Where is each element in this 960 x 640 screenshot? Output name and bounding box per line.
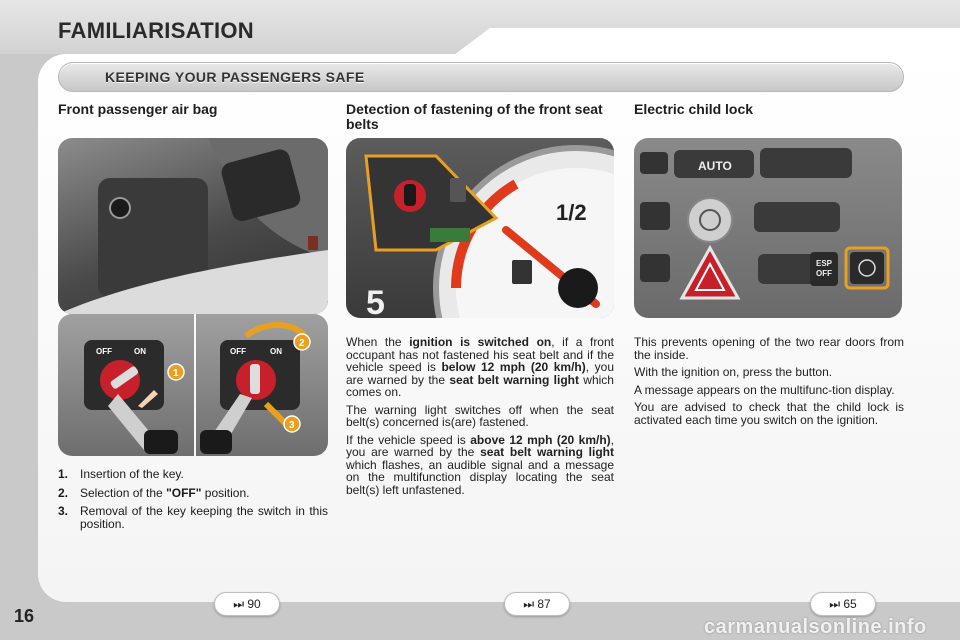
text-part: which comes on. bbox=[346, 372, 614, 399]
watermark: carmanualsonline.info bbox=[704, 616, 927, 638]
speed-five-label: 5 bbox=[366, 284, 385, 318]
childlock-paragraph-1: This prevents opening of the two rear doors from the inside. bbox=[634, 335, 904, 362]
text-part: When the bbox=[346, 335, 410, 349]
dashboard-side-illustration bbox=[58, 138, 328, 314]
callout-3: 3 bbox=[289, 420, 295, 431]
fuel-half-label: 1/2 bbox=[556, 200, 587, 225]
instrument-panel-photo bbox=[346, 138, 614, 318]
text-part: If the vehicle speed is bbox=[346, 432, 471, 447]
callout-1: 1 bbox=[173, 368, 179, 379]
text-part: which flashes, an audible signal and a message on the multifunction display locating the seat belt(s) left unfastened. bbox=[346, 457, 614, 497]
step-text bbox=[80, 505, 328, 530]
switch-on-label-1: ON bbox=[134, 347, 146, 356]
airbag-switch-photo-2 bbox=[196, 314, 328, 456]
airbag-steps bbox=[58, 468, 328, 536]
text-part: , you are warned by the bbox=[346, 432, 615, 459]
callout-2: 2 bbox=[299, 338, 305, 349]
text-bold: seat belt warning light bbox=[449, 372, 579, 387]
instrument-panel-illustration bbox=[346, 138, 614, 318]
step-number: 3. bbox=[58, 504, 69, 518]
list-item bbox=[58, 505, 328, 530]
switch-off-label-1: OFF bbox=[96, 347, 112, 356]
seatbelt-heading: Detection of fastening of the front seat belts bbox=[346, 101, 603, 132]
text-bold: ignition is switched on bbox=[409, 335, 552, 349]
text-bold: below 12 mph (20 km/h) bbox=[441, 360, 586, 374]
step-number: 1. bbox=[58, 467, 69, 481]
section-banner bbox=[58, 62, 904, 92]
text-bold: above 12 mph (20 km/h) bbox=[470, 432, 611, 447]
childlock-paragraph-3: A message appears on the multifunc-tion display. bbox=[634, 382, 895, 397]
airbag-heading: Front passenger air bag bbox=[58, 101, 218, 117]
text-bold: seat belt warning light bbox=[480, 445, 615, 459]
esp-label-bottom: OFF bbox=[816, 269, 832, 278]
step-text bbox=[80, 487, 328, 500]
childlock-page-ref-link[interactable]: ⏭ 65 bbox=[810, 592, 876, 616]
seatbelt-paragraph-2: The warning light switches off when the seat belt(s) concerned is(are) fastened. bbox=[346, 402, 614, 429]
airbag-switch-illustration-2 bbox=[196, 314, 328, 456]
seatbelt-paragraph-3 bbox=[346, 434, 614, 497]
control-panel-photo bbox=[634, 138, 902, 318]
airbag-page-ref-link[interactable]: ⏭ 90 bbox=[214, 592, 280, 616]
step-text-part: Removal of the key keeping the switch in this position. bbox=[80, 504, 328, 531]
step-text bbox=[80, 468, 328, 481]
airbag-switch-illustration-1 bbox=[58, 314, 194, 456]
seatbelt-page-ref-link[interactable]: ⏭ 87 bbox=[504, 592, 570, 616]
switch-off-label-2: OFF bbox=[230, 347, 246, 356]
airbag-switch-photo-1 bbox=[58, 314, 194, 456]
childlock-heading: Electric child lock bbox=[634, 101, 754, 117]
page-title: FAMILIARISATION bbox=[58, 18, 254, 43]
esp-label-top: ESP bbox=[816, 259, 833, 268]
childlock-paragraph-4: You are advised to check that the child lock is activated each time you switch on the ignition. bbox=[634, 400, 904, 427]
list-item bbox=[58, 487, 328, 500]
section-banner-text: KEEPING YOUR PASSENGERS SAFE bbox=[105, 69, 365, 85]
step-text-bold: "OFF" bbox=[166, 485, 202, 500]
text-part: , if a front occupant has not fastened his seat belt and if the vehicle speed is bbox=[346, 335, 614, 374]
control-panel-illustration bbox=[634, 138, 902, 318]
step-text-part: position. bbox=[201, 485, 250, 500]
header-notch bbox=[450, 28, 960, 58]
page-number: 16 bbox=[14, 606, 35, 626]
list-item bbox=[58, 468, 328, 481]
childlock-paragraph-2: With the ignition on, press the button. bbox=[634, 365, 833, 379]
auto-button-label: AUTO bbox=[698, 159, 732, 173]
switch-on-label-2: ON bbox=[270, 347, 282, 356]
step-number: 2. bbox=[58, 485, 69, 500]
step-text-part: Selection of the bbox=[80, 485, 167, 500]
text-part: , you are warned by the bbox=[346, 360, 615, 387]
seatbelt-paragraph-1 bbox=[346, 336, 614, 399]
step-text-part: Insertion of the key. bbox=[80, 467, 184, 481]
dashboard-side-photo bbox=[58, 138, 328, 314]
childlock-text bbox=[634, 336, 904, 431]
seatbelt-text bbox=[346, 336, 614, 501]
